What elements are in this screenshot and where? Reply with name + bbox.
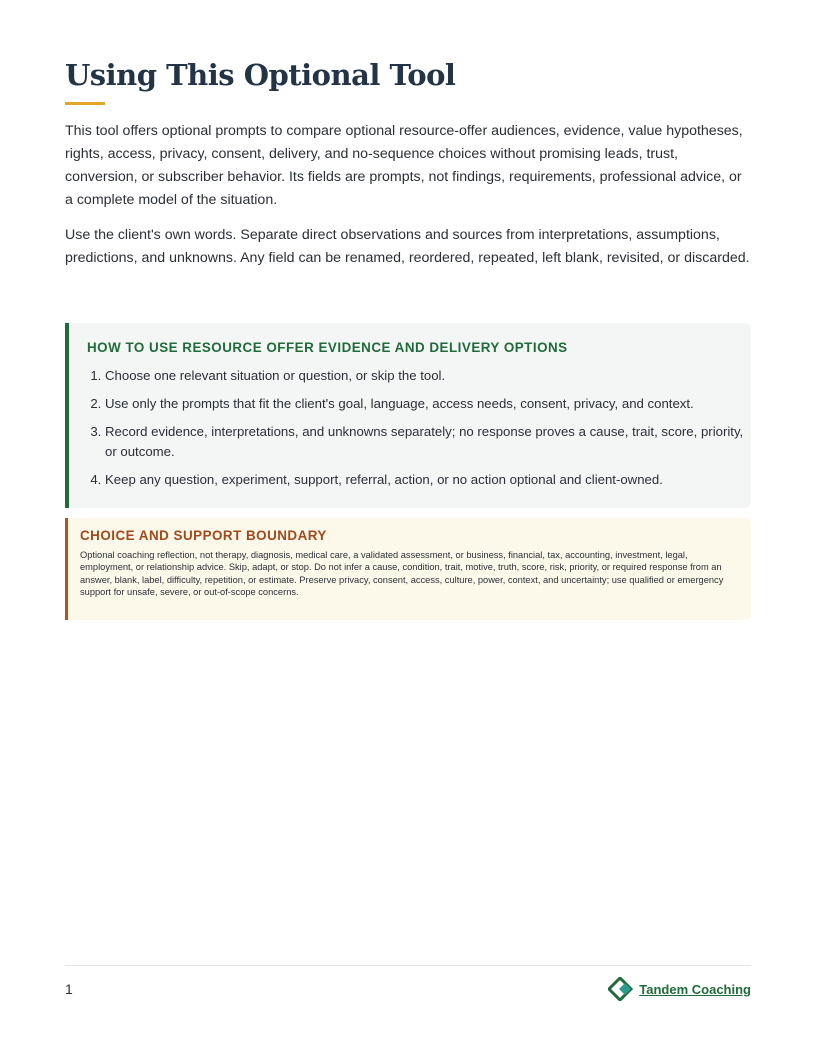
- boundary-text: Optional coaching reflection, not therapy, diagnosis, medical care, a validated assessment, or business, financial, tax, accounting, investment, legal, employment, or relationship advice. Skip, adapt, or stop. Do not infer a cause, condition, trait, motive, truth, score, risk, priority, or required response from an answer, blank, label, difficulty, repetition, or estimate. Preserve privacy, consent, access, culture, power, context, and uncertainty; use qualified or emergency support for unsafe, severe, or out-of-scope concerns.: [80, 550, 724, 598]
- choice-support-boundary-panel: [65, 518, 751, 620]
- page-number: 1: [65, 981, 73, 997]
- brand-name: Tandem Coaching: [639, 981, 751, 997]
- how-to-step: 3. Record evidence, interpretations, and unknowns separately; no response proves a cause, trait, score, priority, or outcome.: [105, 422, 749, 462]
- intro-paragraph: This tool offers optional prompts to compare optional resource-offer audiences, evidence, value hypotheses, rights, access, privacy, consent, delivery, and no-sequence choices without promising leads, trust, conversion, or subscriber behavior. Its fields are prompts, not findings, requirements, professional advice, or a complete model of the situation.: [65, 123, 743, 208]
- page-title: Using This Optional Tool: [65, 58, 456, 92]
- footer-divider: [65, 965, 751, 966]
- how-to-step: 2. Use only the prompts that fit the client's goal, language, access needs, consent, privacy, and context.: [105, 394, 749, 414]
- how-to-use-panel: [65, 323, 751, 508]
- diamond-logo-icon: [608, 977, 636, 1001]
- how-to-step: 1. Choose one relevant situation or question, or skip the tool.: [105, 366, 749, 386]
- how-to-use-steps: [87, 366, 749, 498]
- how-to-use-heading: HOW TO USE RESOURCE OFFER EVIDENCE AND DELIVERY OPTIONS: [87, 340, 568, 355]
- intro-paragraph: Use the client's own words. Separate direct observations and sources from interpretations, assumptions, predictions, and unknowns. Any field can be renamed, reordered, repeated, left blank, revisited, or discarded.: [65, 227, 750, 266]
- how-to-step: 4. Keep any question, experiment, support, referral, action, or no action optional and client-owned.: [105, 470, 749, 490]
- brand-logo: [608, 977, 751, 1001]
- title-underline: [65, 102, 105, 105]
- boundary-heading: CHOICE AND SUPPORT BOUNDARY: [80, 528, 327, 543]
